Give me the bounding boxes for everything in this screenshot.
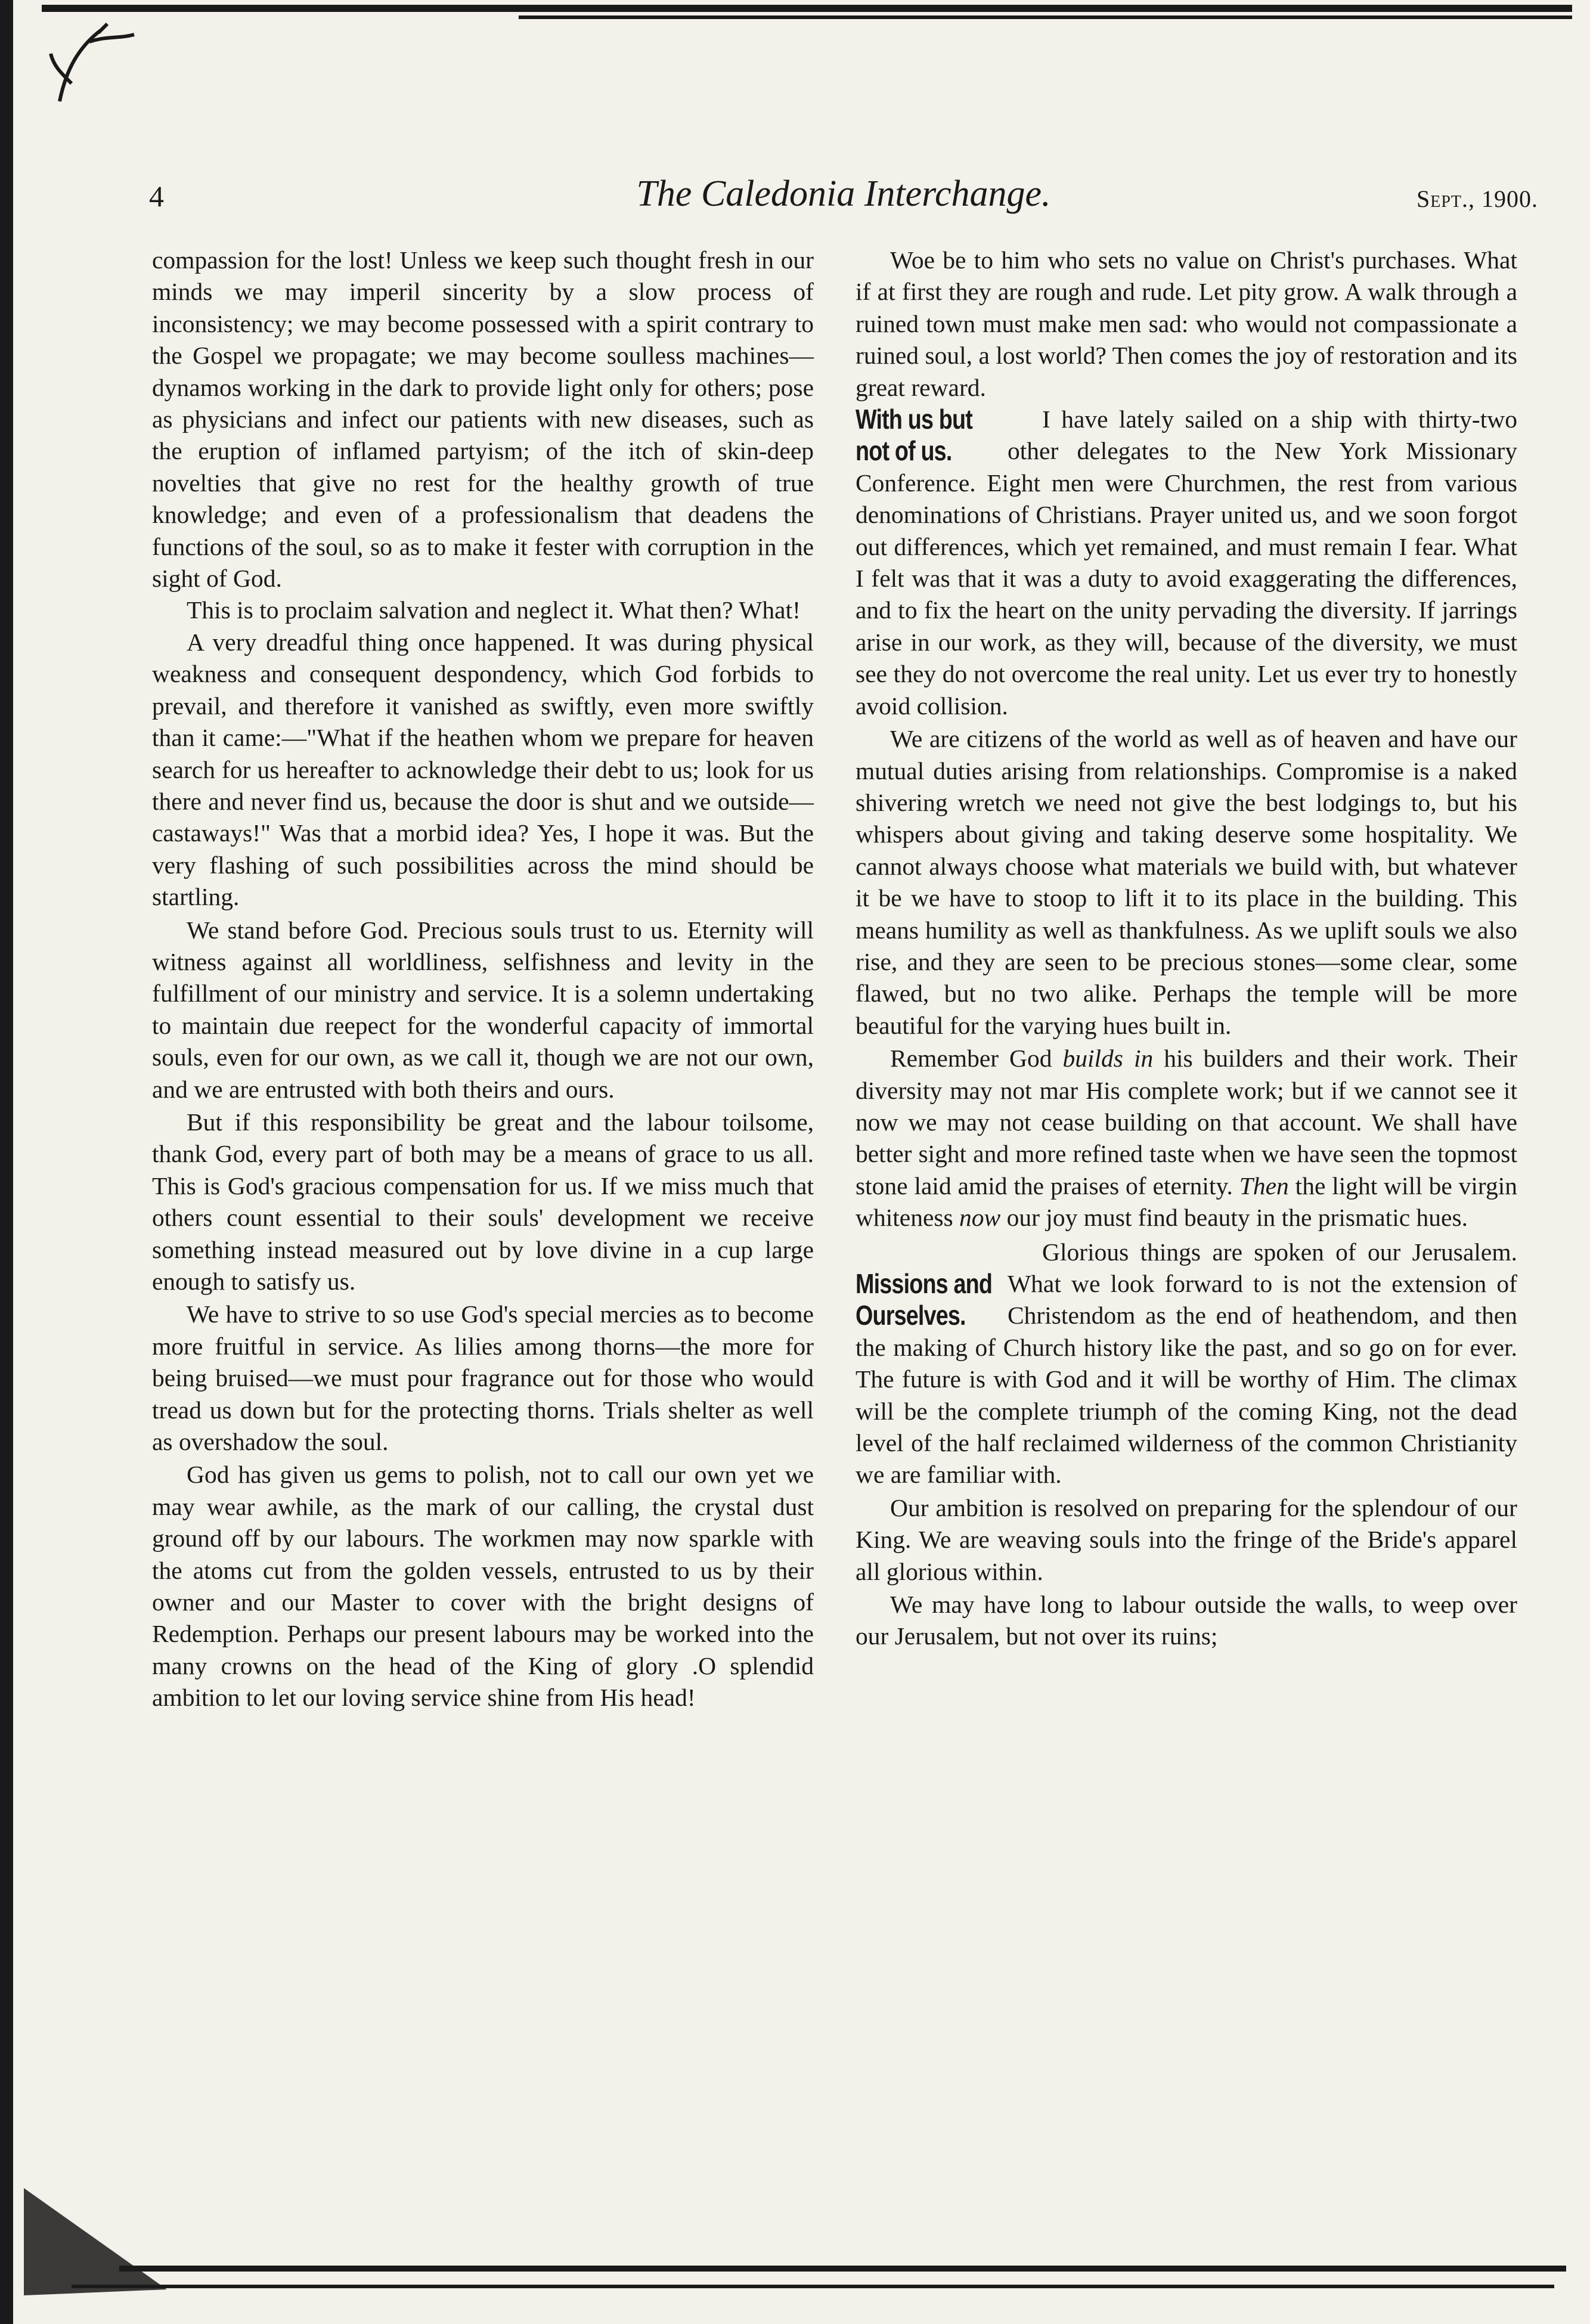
text-run: his builders and their work. Their diversity may not mar His complete work; but if we cannot see it now we may not cease building on that account. We shall have better sight and more refined taste when we have seen the topmost stone laid amid the praises of eternity. xyxy=(856,1045,1517,1200)
bottom-rule-secondary xyxy=(72,2285,1554,2288)
heading-line: Missions and xyxy=(856,1268,993,1299)
heading-line: not of us. xyxy=(856,435,952,467)
paragraph: Our ambition is resolved on preparing for the splendour of our King. We are weaving souls into the fringe of the Bride's apparel all glorious within. xyxy=(856,1493,1517,1585)
italic-text: Then xyxy=(1239,1172,1289,1200)
right-column xyxy=(856,244,1517,1653)
paragraph: We stand before God. Precious souls trust to us. Eternity will witness against all worldliness, selfishness and levity in the fulfillment of our ministry and service. It is a solemn undertaking to maintain due reepect for the wonderful capacity of immortal souls, even for our own, as we call it, though we are not our own, and we are entrusted with both theirs and ours. xyxy=(152,916,814,1103)
text-run: Remember God xyxy=(890,1045,1063,1073)
corner-ornament xyxy=(36,12,143,107)
top-rule-secondary xyxy=(519,16,1572,19)
section-heading xyxy=(856,1268,993,1332)
paragraph: Woe be to him who sets no value on Christ's purchases. What if at first they are rough and rude. Let pity grow. A walk through a ruined town must make men sad: who would not compassionate a ruined soul, a lost world? Then comes the joy of restoration and its great reward. xyxy=(856,246,1517,401)
text-run: the light will be virgin whiteness xyxy=(856,1172,1518,1232)
paragraph xyxy=(856,1043,1517,1234)
section-text: Glorious things are spoken of our Jerusalem. What we look forward to is not the extension of Christendom as the end of heathendom, and then the making of Church history like the past, and so go on for ever. The future is with God and it will be worthy of Him. The climax will be the complete triumph of the coming King, not the dead level of the half reclaimed wilderness of the common Christianity we are familiar with. xyxy=(856,1238,1517,1489)
paragraph: We are citizens of the world as well as of heaven and have our mutual duties arising from relationships. Compromise is a naked shivering wretch we need not give the best lodgings to, but his whispers about giving and taking deserve some hospitality. We cannot always choose what materials we build with, but whatever it be we have to stoop to lift it to its place in the building. This means humility as well as thankfulness. As we uplift souls we also rise, and they are seen to be precious stones—some clear, some flawed, but no two alike. Perhaps the temple will be more beautiful for the varying hues built in. xyxy=(856,725,1517,1039)
italic-text: now xyxy=(959,1204,1001,1232)
italic-text: builds in xyxy=(1062,1045,1154,1073)
paragraph: God has given us gems to polish, not to call our own yet we may wear awhile, as the mark of our calling, the crystal dust ground off by our labours. The workmen may now sparkle with the atoms cut from the golden vessels, entrusted to us by their owner and our Master to cover with the bright designs of Redemption. Perhaps our present labours may be worked into the many crowns on the head of the King of glory .O splendid ambition to let our loving service shine from His head! xyxy=(152,1461,814,1712)
paragraph: We may have long to labour outside the walls, to weep over our Jerusalem, but not over its ruins; xyxy=(856,1591,1517,1650)
top-rule xyxy=(42,5,1572,12)
heading-line: Ourselves. xyxy=(856,1300,966,1331)
section-heading xyxy=(856,404,975,467)
page-header xyxy=(149,173,1538,221)
heading-line: With us but xyxy=(856,404,972,435)
paragraph: A very dreadful thing once happened. It was during physical weakness and consequent despondency, which God forbids to prevail, and therefore it vanished as swiftly, even more swiftly than it came:—"What if the heathen whom we prepare for heaven search for us hereafter to acknowledge their debt to us; look for us there and never find us, because the door is shut and we outside—castaways!" Was that a morbid idea? Yes, I hope it was. But the very flashing of such possibilities across the mind should be startling. xyxy=(152,628,814,911)
section-text: I have lately sailed on a ship with thirty-two other delegates to the New York Missionary Conference. Eight men were Churchmen, the rest from various denominations of Christians. Prayer united us, and we soon forgot out differences, which yet remained, and must remain I fear. What I felt was that it was a duty to avoid exaggerating the differences, and to fix the heart on the unity pervading the diversity. If jarrings arise in our work, as they will, because of the diversity, we must see they do not overcome the real unity. Let us ever try to honestly avoid collision. xyxy=(856,405,1517,720)
left-column xyxy=(152,244,814,1714)
section-with-us-but-not-of-us xyxy=(856,404,1517,722)
paragraph: compassion for the lost! Unless we keep such thought fresh in our minds we may imperil sincerity by a slow process of inconsistency; we may become possessed with a spirit contrary to the Gospel we propagate; we may become soulless machines—dynamos working in the dark to provide light only for others; pose as physicians and infect our patients with new diseases, such as the eruption of inflamed partyism; of the itch of skin-deep novelties that give no rest for the healthy growth of true knowledge; and even of a professionalism that deadens the functions of the soul, so as to make it fester with corruption in the sight of God. xyxy=(152,246,814,593)
text-run: our joy must find beauty in the prismatic hues. xyxy=(1000,1204,1468,1232)
paragraph: This is to proclaim salvation and neglect it. What then? What! xyxy=(187,596,801,624)
page-edge-shadow xyxy=(0,0,13,2324)
page-number: 4 xyxy=(149,179,164,213)
section-missions-and-ourselves xyxy=(856,1237,1517,1491)
issue-date: Sept., 1900. xyxy=(1416,185,1538,212)
bottom-rule xyxy=(119,2266,1566,2272)
paragraph: We have to strive to so use God's special mercies as to become more fruitful in service. As lilies among thorns—the more for being bruised—we must pour fragrance out for those who would tread us down but for the protecting thorns. Trials shelter as well as overshadow the soul. xyxy=(152,1300,814,1456)
paragraph: But if this responsibility be great and the labour toilsome, thank God, every part of both may be a means of grace to us all. This is God's gracious compensation for us. If we miss much that others count essential to their souls' development we receive something instead measured out by love divine in a cup large enough to satisfy us. xyxy=(152,1108,814,1295)
publication-title: The Caledonia Interchange. xyxy=(636,173,1051,214)
bottom-corner-ornament xyxy=(18,2182,173,2301)
